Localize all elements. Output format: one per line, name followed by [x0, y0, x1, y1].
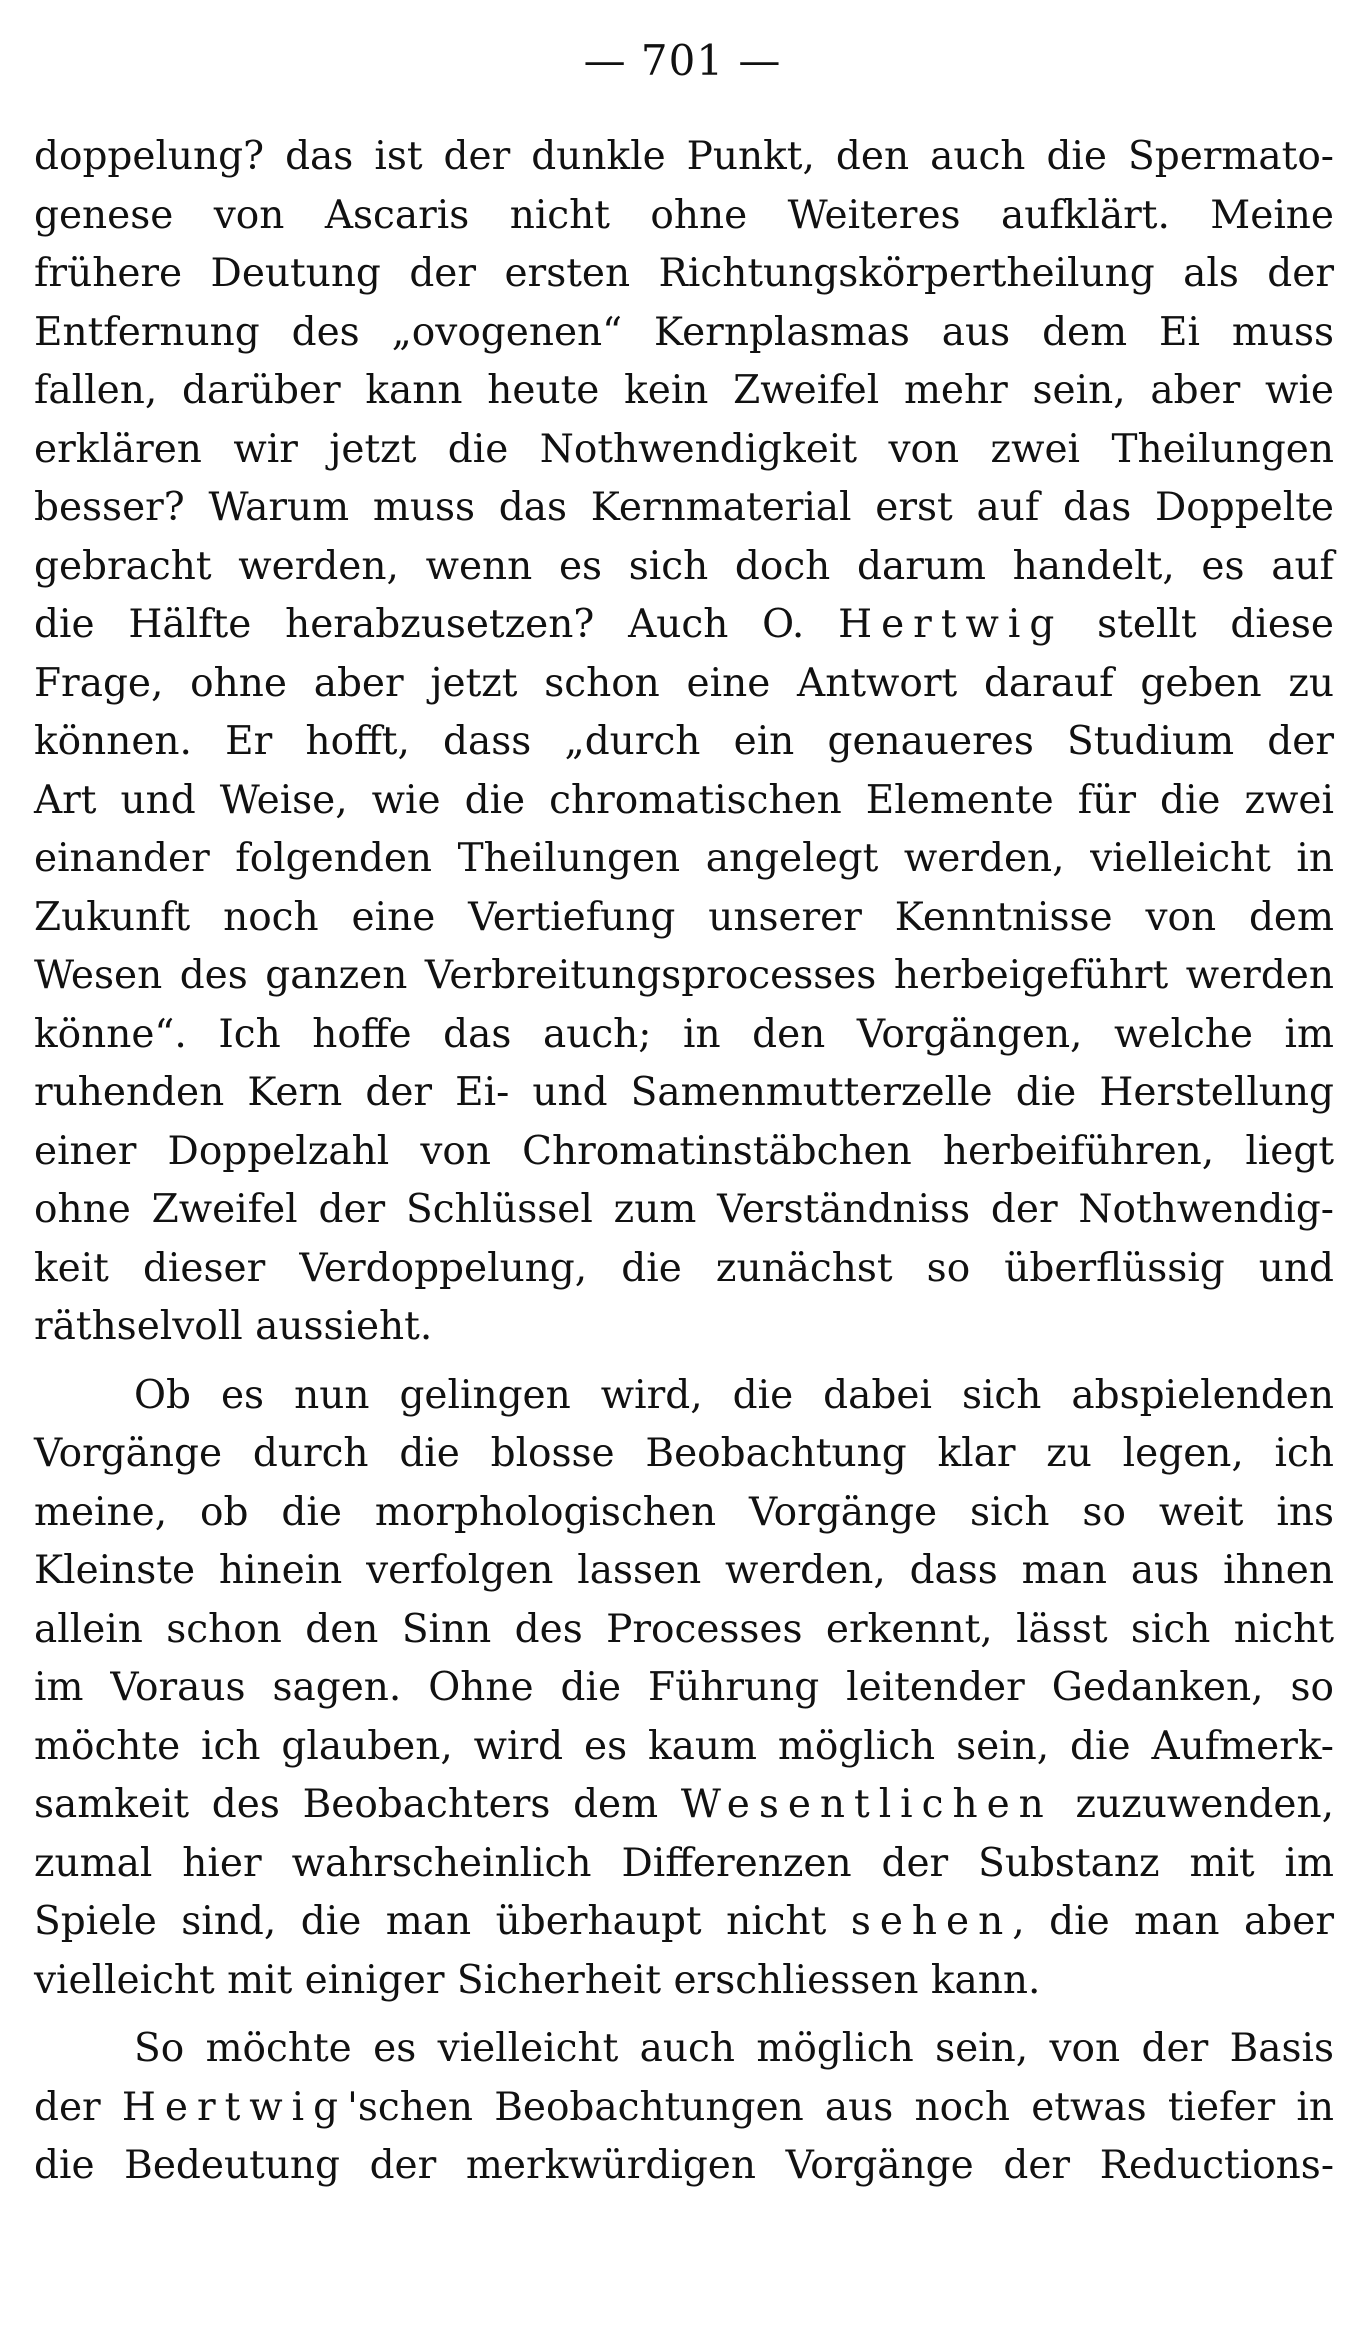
- text-line: vielleicht mit einiger Sicherheit erschliessen kann.: [34, 1957, 1041, 2003]
- emphasized-author-name: Hertwig: [121, 2084, 348, 2130]
- text-line: Wesen des ganzen Verbreitungsprocesses herbeigeführt werden: [34, 953, 1334, 998]
- text-line: meine, ob die morphologischen Vorgänge sich so weit ins: [34, 1489, 1334, 1535]
- text-segment: stellt diese: [1063, 602, 1334, 647]
- paragraph-3: [34, 2020, 1334, 2196]
- text-line: im Voraus sagen. Ohne die Führung leitender Gedanken, so: [34, 1665, 1334, 1710]
- paragraph-1: [34, 128, 1334, 1357]
- text-line: könne“. Ich hoffe das auch; in den Vorgängen, welche im: [34, 1011, 1334, 1057]
- text-segment: , die man aber: [1012, 1899, 1334, 1944]
- text-line: möchte ich glauben, wird es kaum möglich sein, die Aufmerk-: [34, 1723, 1334, 1769]
- text-line: [34, 2079, 1334, 2138]
- text-line: zumal hier wahrscheinlich Differenzen der Substanz mit im: [34, 1840, 1334, 1886]
- text-line: allein schon den Sinn des Processes erkennt, lässt sich nicht: [34, 1606, 1334, 1652]
- text-line: ohne Zweifel der Schlüssel zum Verständniss der Nothwendig-: [34, 1187, 1334, 1232]
- text-line: einer Doppelzahl von Chromatinstäbchen herbeiführen, liegt: [34, 1128, 1334, 1174]
- text-line: keit dieser Verdoppelung, die zunächst so überflüssig und: [34, 1245, 1334, 1291]
- emphasized-word: Wesentlichen: [680, 1782, 1053, 1827]
- text-line: Zukunft noch eine Vertiefung unserer Kenntnisse von dem: [34, 894, 1334, 940]
- text-line: Ob es nun gelingen wird, die dabei sich abspielenden: [134, 1372, 1334, 1418]
- text-line: frühere Deutung der ersten Richtungskörpertheilung als der: [34, 251, 1334, 296]
- page-number: — 701 —: [583, 36, 782, 85]
- text-line: Art und Weise, wie die chromatischen Elemente für die zwei: [34, 777, 1334, 823]
- text-line: fallen, darüber kann heute kein Zweifel mehr sein, aber wie: [34, 368, 1334, 413]
- body-text: [34, 128, 1334, 2206]
- text-segment: samkeit des Beobachters dem: [34, 1782, 681, 1827]
- text-line: erklären wir jetzt die Nothwendigkeit von zwei Theilungen: [34, 426, 1334, 472]
- text-segment: 'schen Beobachtungen aus noch etwas tiefer in: [347, 2084, 1334, 2130]
- text-line: können. Er hofft, dass „durch ein genaueres Studium der: [34, 719, 1334, 764]
- text-line: Vorgänge durch die blosse Beobachtung klar zu legen, ich: [34, 1431, 1334, 1476]
- text-line: Frage, ohne aber jetzt schon eine Antwort darauf geben zu: [34, 660, 1334, 706]
- text-segment: Spiele sind, die man überhaupt nicht: [34, 1899, 851, 1944]
- text-segment: der: [34, 2084, 122, 2130]
- emphasized-word: sehen: [850, 1899, 1013, 1944]
- text-line: genese von Ascaris nicht ohne Weiteres aufklärt. Meine: [34, 192, 1334, 238]
- text-line: [34, 596, 1334, 655]
- text-segment: zuzuwenden,: [1052, 1782, 1334, 1827]
- text-line: gebracht werden, wenn es sich doch darum handelt, es auf: [34, 543, 1334, 589]
- text-line: So möchte es vielleicht auch möglich sein, von der Basis: [134, 2026, 1334, 2071]
- text-line: die Bedeutung der merkwürdigen Vorgänge der Reductions-: [34, 2143, 1334, 2188]
- text-line: räthselvoll aussieht.: [34, 1304, 433, 1349]
- emphasized-author-name: Hertwig: [838, 602, 1064, 647]
- text-line: ruhenden Kern der Ei- und Samenmutterzelle die Herstellung: [34, 1070, 1334, 1115]
- text-line: doppelung? das ist der dunkle Punkt, den auch die Spermato-: [34, 134, 1334, 179]
- paragraph-2: [34, 1367, 1334, 2011]
- text-line: Entfernung des „ovogenen“ Kernplasmas aus dem Ei muss: [34, 309, 1334, 355]
- text-line: Kleinste hinein verfolgen lassen werden, dass man aus ihnen: [34, 1548, 1334, 1593]
- text-segment: die Hälfte herabzusetzen? Auch O.: [34, 602, 839, 647]
- text-line: besser? Warum muss das Kernmaterial erst auf das Doppelte: [34, 485, 1334, 530]
- text-line: einander folgenden Theilungen angelegt werden, vielleicht in: [34, 836, 1334, 881]
- text-line: [34, 1776, 1334, 1835]
- text-line: [34, 1893, 1334, 1952]
